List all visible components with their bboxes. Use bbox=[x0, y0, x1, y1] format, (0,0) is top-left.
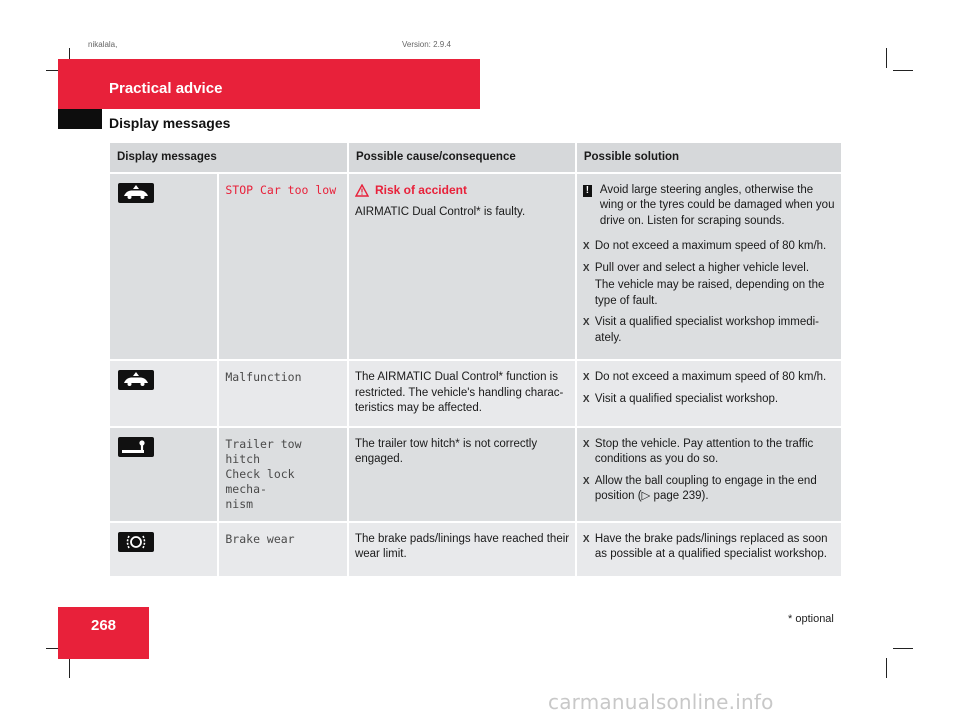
icon-cell bbox=[110, 174, 217, 360]
solution-text: Pull over and select a higher vehicle level. bbox=[594, 261, 810, 274]
crop-mark bbox=[893, 648, 913, 649]
solution-item bbox=[583, 532, 836, 563]
table-row bbox=[110, 523, 841, 576]
table-row bbox=[110, 361, 841, 426]
warning-label: Risk of accident bbox=[374, 182, 467, 197]
table-header-row bbox=[110, 143, 841, 172]
message-cell bbox=[219, 428, 347, 521]
solution-item bbox=[583, 261, 836, 277]
solution-text: Allow the ball coupling to engage in the end position (▷ page 239). bbox=[594, 474, 817, 502]
cause-cell bbox=[349, 361, 575, 426]
solution-text: Visit a qualified specialist workshop. bbox=[594, 392, 779, 405]
step-arrow-icon: X bbox=[582, 533, 590, 545]
airmatic-vehicle-icon bbox=[118, 183, 154, 203]
message-cell bbox=[219, 174, 347, 360]
step-arrow-icon: X bbox=[582, 372, 590, 383]
solution-text: Visit a qualified specialist workshop immedi-ately. bbox=[594, 316, 819, 344]
display-message-text: Malfunction bbox=[225, 370, 302, 384]
crop-mark bbox=[886, 48, 887, 68]
solution-cell bbox=[577, 361, 841, 426]
trailer-hitch-icon bbox=[118, 437, 154, 457]
solution-item bbox=[583, 392, 836, 408]
step-arrow-icon: X bbox=[582, 262, 590, 274]
message-cell bbox=[219, 361, 347, 426]
cause-text: The trailer tow hitch* is not correctly engaged. bbox=[354, 437, 538, 465]
display-messages-table bbox=[108, 141, 843, 578]
solution-item bbox=[583, 239, 836, 255]
column-header-solution: Possible solution bbox=[577, 143, 841, 172]
solution-text: Have the brake pads/linings replaced as soon as possible at a qualified specialist workshop. bbox=[594, 532, 828, 560]
warning-triangle-icon bbox=[355, 184, 369, 197]
solution-text: Do not exceed a maximum speed of 80 km/h. bbox=[594, 371, 827, 383]
crop-mark bbox=[69, 658, 70, 678]
cause-cell bbox=[349, 523, 575, 576]
section-title: Practical advice bbox=[109, 80, 223, 97]
page-number: 268 bbox=[90, 617, 117, 634]
crop-mark bbox=[893, 70, 913, 71]
print-meta-left: nikalala, bbox=[88, 40, 118, 49]
cause-cell bbox=[349, 428, 575, 521]
solution-text: Avoid large steering angles, otherwise the wing or the tyres could be damaged when you drive on. Listen for scraping sounds. bbox=[599, 183, 835, 227]
warning-heading bbox=[355, 183, 570, 199]
crop-mark bbox=[886, 658, 887, 678]
cause-text: AIRMATIC Dual Control* is faulty. bbox=[354, 206, 526, 218]
solution-text: Stop the vehicle. Pay attention to the traffic conditions as you do so. bbox=[594, 437, 814, 465]
cause-cell bbox=[349, 174, 575, 360]
step-arrow-icon: X bbox=[582, 393, 590, 405]
column-header-display-messages: Display messages bbox=[110, 143, 347, 172]
exclamation-icon: ! bbox=[583, 185, 592, 197]
step-arrow-icon: X bbox=[582, 317, 590, 328]
column-header-cause: Possible cause/consequence bbox=[349, 143, 575, 172]
display-message-text: Trailer tow hitch Check lock mecha- nism bbox=[225, 436, 302, 511]
solution-item bbox=[583, 183, 836, 230]
display-message-text: STOP Car too low bbox=[225, 182, 337, 197]
page-number-box bbox=[58, 607, 149, 659]
watermark: carmanualsonline.info bbox=[548, 690, 774, 714]
solution-text: Do not exceed a maximum speed of 80 km/h. bbox=[594, 240, 827, 252]
solution-item bbox=[583, 370, 836, 386]
brake-wear-icon bbox=[118, 532, 154, 552]
solution-item bbox=[583, 315, 836, 346]
display-message-text: Brake wear bbox=[225, 531, 295, 546]
table-row bbox=[110, 428, 841, 521]
page-subtitle: Display messages bbox=[109, 115, 231, 131]
solution-item bbox=[583, 474, 836, 505]
icon-cell bbox=[110, 523, 217, 576]
footnote: * optional bbox=[788, 613, 834, 625]
print-meta-right: Version: 2.9.4 bbox=[402, 40, 451, 49]
solution-item bbox=[583, 437, 836, 468]
step-arrow-icon: X bbox=[582, 438, 590, 450]
section-tab-marker bbox=[58, 109, 102, 129]
solution-note: The vehicle may be raised, depending on the type of fault. bbox=[594, 279, 825, 307]
airmatic-vehicle-icon bbox=[118, 370, 154, 390]
solution-cell bbox=[577, 428, 841, 521]
cause-text: The AIRMATIC Dual Control* function is restricted. The vehicle's handling charac-teristics may be affected. bbox=[354, 371, 564, 414]
cause-text: The brake pads/linings have reached their wear limit. bbox=[354, 532, 570, 560]
table-row bbox=[110, 174, 841, 360]
solution-cell bbox=[577, 174, 841, 360]
step-arrow-icon: X bbox=[582, 241, 590, 252]
icon-cell bbox=[110, 428, 217, 521]
icon-cell bbox=[110, 361, 217, 426]
message-cell bbox=[219, 523, 347, 576]
step-arrow-icon: X bbox=[582, 475, 590, 487]
solution-cell bbox=[577, 523, 841, 576]
